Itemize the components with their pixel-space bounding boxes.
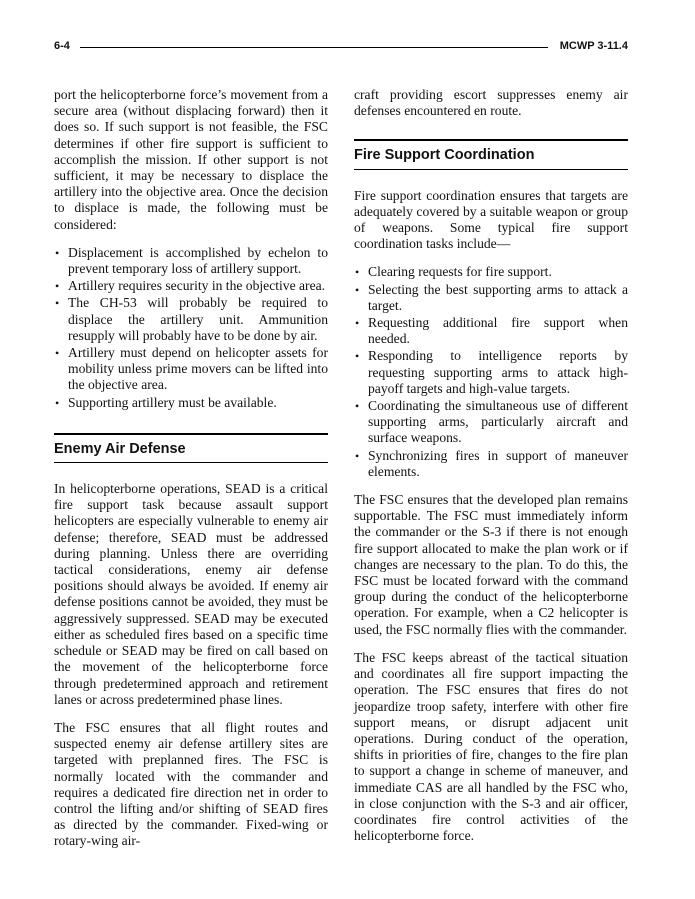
list-item: • Synchronizing fires in support of maneuver elements.	[354, 448, 628, 480]
list-item: • Artillery must depend on helicopter assets for mobility unless prime movers can be lifted into the objective area.	[54, 345, 328, 394]
list-item: • Supporting artillery must be available.	[54, 395, 328, 411]
list-item: • Artillery requires security in the objective area.	[54, 278, 328, 294]
paragraph: port the helicopterborne force’s movement from a secure area (without displacing forward) then it does so. If such support is not feasible, the FSC determines if other fire support is sufficient to accomplish the mission. If other support is not sufficient, it may be necessary to displace the artillery into the objective area. Once the decision to displace is made, the following must be considered:	[54, 87, 328, 232]
section-heading: Enemy Air Defense	[54, 440, 186, 457]
list-item: • Responding to intelligence reports by requesting supporting arms to attack high-payoff targets and high-value targets.	[354, 348, 628, 397]
list-item: • Coordinating the simultaneous use of different supporting arms, particularly aircraft and surface weapons.	[354, 398, 628, 447]
list-item: • Selecting the best supporting arms to attack a target.	[354, 282, 628, 314]
bullet-list	[54, 245, 328, 411]
paragraph: The FSC ensures that all flight routes and suspected enemy air defense artillery sites are targeted with preplanned fires. The FSC is normally located with the commander and requires a dedicated fire direction net in order to control the lifting and/or shifting of SEAD fires as directed by the commander. Fixed-wing or rotary-wing air-	[54, 719, 328, 849]
list-item: • The CH-53 will probably be required to displace the artillery unit. Ammunition resupply will probably have to be done by air.	[54, 295, 328, 344]
header-rule	[80, 47, 548, 48]
section-heading-box	[354, 139, 628, 169]
list-item: • Clearing requests for fire support.	[354, 264, 628, 280]
page-header	[54, 40, 628, 56]
document-id: MCWP 3-11.4	[559, 40, 628, 52]
section-heading-box	[54, 433, 328, 463]
paragraph: The FSC ensures that the developed plan remains supportable. The FSC must immediately inform the commander or the S-3 if there is not enough fire support allocated to make the plan work or if changes are necessary to the plan. To do this, the FSC must be located forward with the command group during the conduct of the helicopterborne operation. For example, when a C2 helicopter is used, the FSC normally flies with the commander.	[354, 492, 628, 637]
page-number: 6-4	[54, 40, 70, 52]
left-column	[54, 87, 328, 862]
bullet-list	[354, 264, 628, 480]
list-item: • Displacement is accomplished by echelon to prevent temporary loss of artillery support.	[54, 245, 328, 277]
list-item: • Requesting additional fire support when needed.	[354, 315, 628, 347]
right-column	[354, 87, 628, 856]
paragraph: Fire support coordination ensures that targets are adequately covered by a suitable weapon or group of weapons. Some typical fire support coordination tasks include—	[354, 187, 628, 252]
paragraph: The FSC keeps abreast of the tactical situation and coordinates all fire support impacting the operation. The FSC ensures that fires do not jeopardize troop safety, interfere with other fire support means, or disrupt adjacent unit operations. During conduct of the operation, shifts in priorities of fire, changes to the fire plan to support a change in scheme of maneuver, and immediate CAS are all handled by the FSC who, in close conjunction with the S-3 and air officer, coordinates fire control activities of the helicopterborne force.	[354, 649, 628, 844]
paragraph: craft providing escort suppresses enemy air defenses encountered en route.	[354, 87, 628, 119]
section-heading: Fire Support Coordination	[354, 147, 535, 164]
paragraph: In helicopterborne operations, SEAD is a critical fire support task because assault support helicopters are especially vulnerable to enemy air defense; therefore, SEAD must be addressed during planning. Unless there are overriding tactical considerations, enemy air defense positions should always be avoided. If enemy air defense positions cannot be avoided, they must be aggressively suppressed. SEAD may be executed either as scheduled fires based on a specific time schedule or SEAD may be fired on call based on the movement of the helicopterborne force through predetermined approach and retirement lanes or across predetermined phase lines.	[54, 481, 328, 707]
